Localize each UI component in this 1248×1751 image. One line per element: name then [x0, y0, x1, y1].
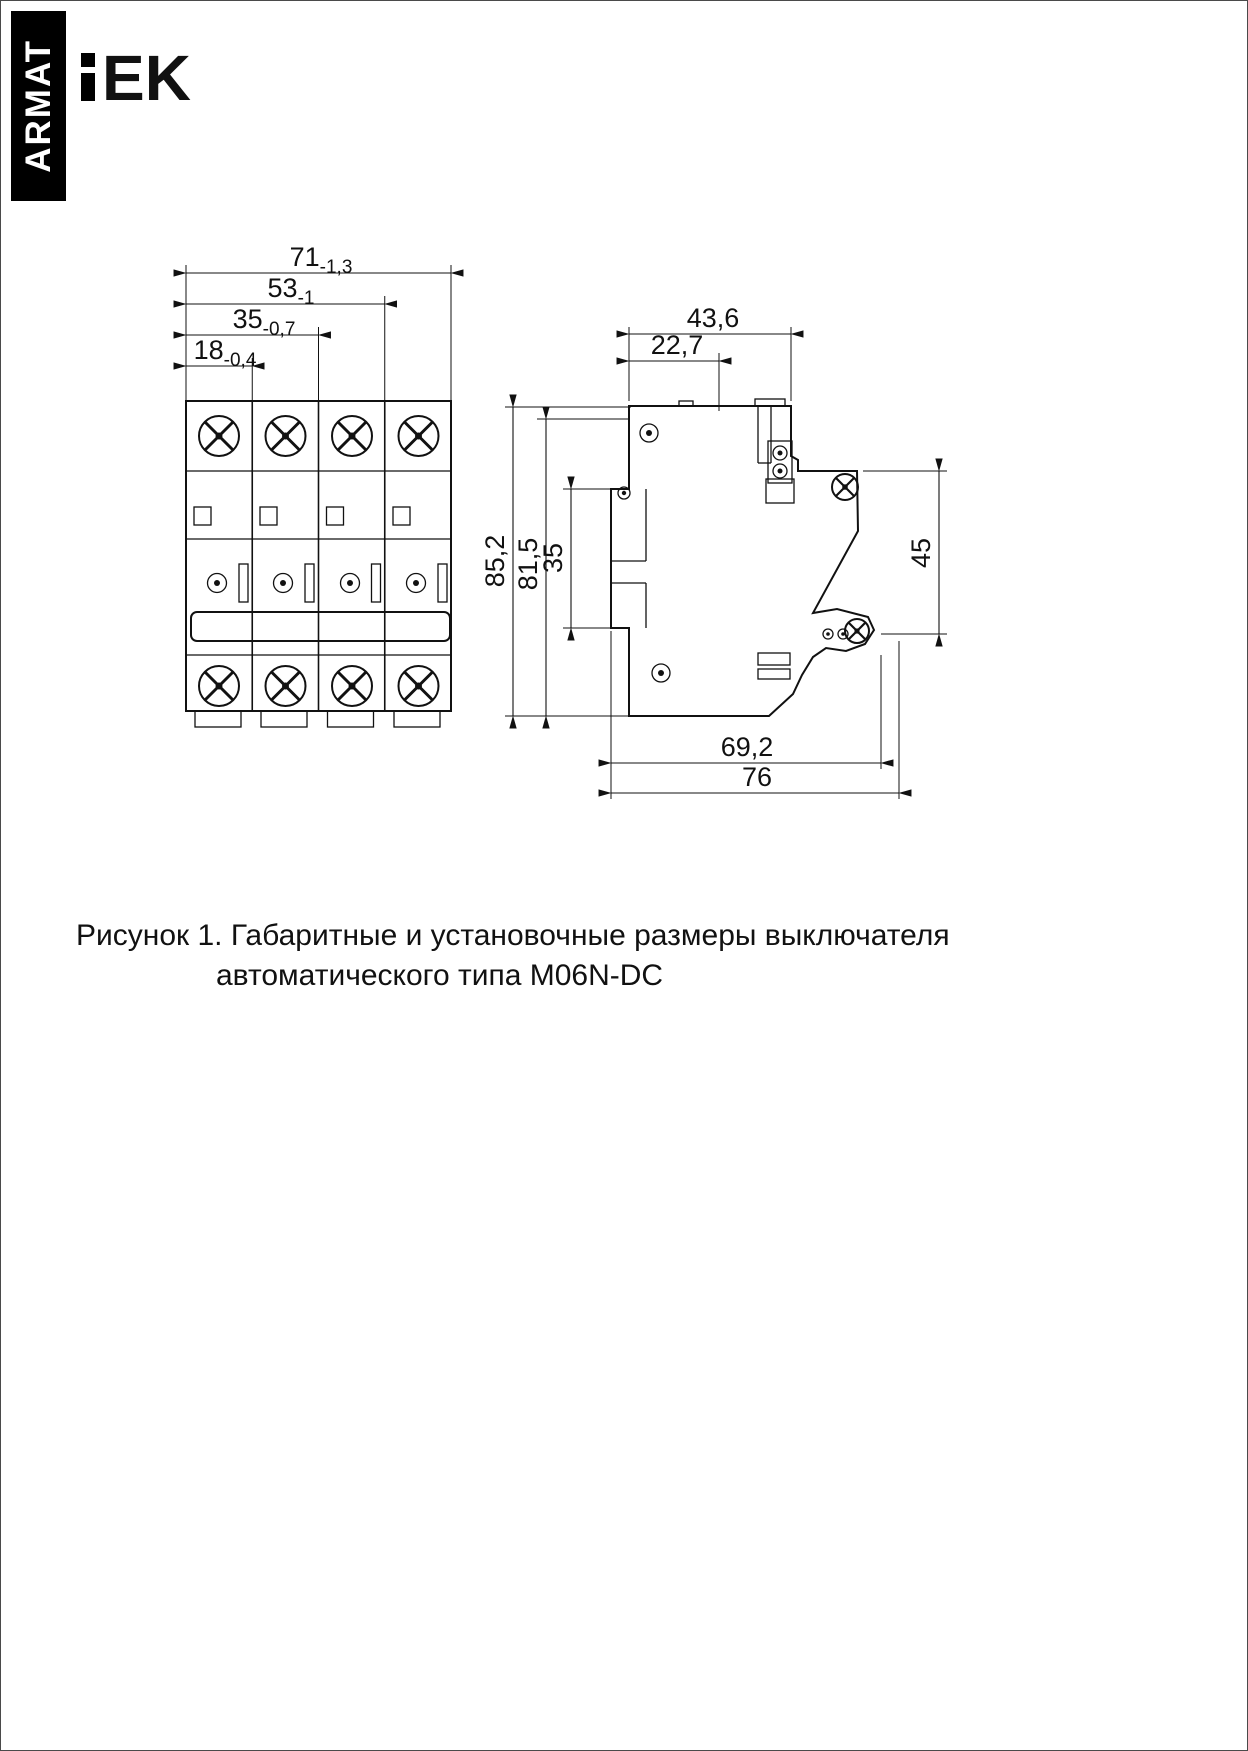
dim-label-53: $53_{-1}$ — [267, 273, 315, 309]
dim-label-45: 45 — [906, 537, 936, 569]
armat-vertical-label: ARMAT — [18, 39, 58, 173]
dim-label-69-2: 69,2 — [720, 732, 774, 762]
terminal-screw — [399, 666, 439, 706]
front-view — [186, 401, 451, 727]
terminal-screw — [199, 416, 239, 456]
dim-label-35-side: 35 — [538, 542, 568, 574]
dim-label-85-2: 85,2 — [480, 534, 510, 588]
iek-logo-i-dot — [81, 53, 95, 67]
dim-label-43-6: 43,6 — [686, 303, 740, 333]
figure-caption-line1: Рисунок 1. Габаритные и установочные размеры выключателя — [76, 919, 950, 952]
terminal-screw — [199, 666, 239, 706]
iek-logo-i-bar — [81, 73, 95, 101]
figure-caption — [76, 916, 950, 996]
figure-caption-line2: автоматического типа M06N-DC — [216, 959, 664, 992]
terminal-screw — [266, 666, 306, 706]
dim-label-22-7: 22,7 — [650, 330, 704, 360]
dim-label-71: $71_{-1,3}$ — [289, 242, 353, 278]
technical-drawing — [1, 231, 1248, 851]
iek-logo-i-mark — [81, 53, 95, 101]
dim-label-81-5: 81,5 — [513, 537, 543, 591]
side-view — [611, 399, 874, 716]
front-view-dimensions — [186, 242, 451, 401]
terminal-screw — [332, 416, 372, 456]
dim-label-76: 76 — [741, 762, 773, 792]
terminal-screw — [266, 416, 306, 456]
side-terminal-screw — [832, 474, 858, 500]
armat-brand-bar — [11, 11, 66, 201]
indicator-window — [208, 564, 448, 602]
dim-label-35: $35_{-0,7}$ — [232, 304, 296, 340]
handle-bar — [191, 612, 450, 641]
terminal-screw — [399, 416, 439, 456]
side-terminal-screw — [845, 619, 869, 643]
dim-label-18: $18_{-0,4}$ — [193, 335, 257, 371]
side-view-dimensions — [480, 303, 947, 799]
iek-logo-letters: EK — [102, 42, 191, 114]
iek-logo — [81, 42, 191, 114]
terminal-screw — [332, 666, 372, 706]
